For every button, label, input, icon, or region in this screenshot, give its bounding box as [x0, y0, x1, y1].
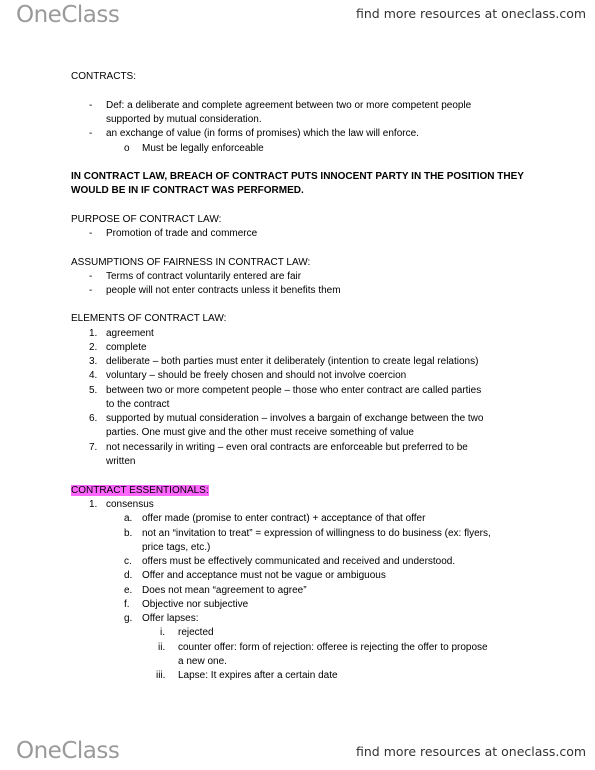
essentials-sub-f-marker: f.: [124, 599, 130, 610]
bold-statement-line-2: WOULD BE IN IF CONTRACT WAS PERFORMED.: [71, 185, 304, 196]
elements-item-7-marker: 7.: [89, 442, 98, 453]
purpose-heading: PURPOSE OF CONTRACT LAW:: [71, 214, 222, 225]
lapse-item-ii-marker: ii.: [158, 642, 166, 653]
lapse-item-ii-line-2: a new one.: [178, 656, 227, 667]
def-item-2-marker: -: [89, 128, 93, 139]
essentials-item-1: consensus: [106, 499, 154, 510]
essentials-sub-d-marker: d.: [124, 570, 133, 581]
elements-item-4: voluntary – should be freely chosen and should not involve coercion: [106, 370, 407, 381]
essentials-sub-b-line-2: price tags, etc.): [142, 542, 211, 553]
def-sub-text: Must be legally enforceable: [142, 143, 264, 154]
assumptions-item-1: Terms of contract voluntarily entered are fair: [106, 271, 302, 282]
essentials-sub-b-line-1: not an “invitation to treat” = expression of willingness to do business (ex: flyers,: [142, 528, 491, 539]
elements-item-5-marker: 5.: [89, 385, 98, 396]
elements-item-1-marker: 1.: [89, 328, 98, 339]
essentials-sub-c-marker: c.: [124, 556, 132, 567]
elements-item-2: complete: [106, 342, 147, 353]
def-item-2-line-1: an exchange of value (in forms of promises) which the law will enforce.: [106, 128, 419, 139]
elements-item-6-line-2: parties. One must give and the other must receive something of value: [106, 427, 414, 438]
essentials-item-1-marker: 1.: [89, 499, 98, 510]
essentials-sub-a-marker: a.: [124, 513, 133, 524]
essentials-sub-e: Does not mean “agreement to agree”: [142, 585, 307, 596]
essentials-sub-f: Objective nor subjective: [142, 599, 249, 610]
essentials-sub-g: Offer lapses:: [142, 613, 199, 624]
purpose-item-1: Promotion of trade and commerce: [106, 228, 258, 239]
bold-statement-line-1: IN CONTRACT LAW, BREACH OF CONTRACT PUTS INNOCENT PARTY IN THE POSITION THEY: [71, 171, 524, 182]
assumptions-heading: ASSUMPTIONS OF FAIRNESS IN CONTRACT LAW:: [71, 257, 311, 268]
footer-logo[interactable]: OneClass: [16, 738, 120, 764]
essentials-sub-b-marker: b.: [124, 528, 133, 539]
header-tagline[interactable]: find more resources at oneclass.com: [356, 6, 587, 21]
header-logo[interactable]: OneClass: [16, 2, 120, 28]
essentials-sub-a: offer made (promise to enter contract) + acceptance of that offer: [142, 513, 426, 524]
elements-item-7-line-2: written: [106, 456, 136, 467]
elements-item-5-line-2: to the contract: [106, 399, 170, 410]
def-item-1-line-1: Def: a deliberate and complete agreement between two or more competent people: [106, 100, 472, 111]
elements-item-1: agreement: [106, 328, 154, 339]
assumptions-item-2-marker: -: [89, 285, 93, 296]
essentials-sub-g-marker: g.: [124, 613, 133, 624]
essentials-sub-e-marker: e.: [124, 585, 133, 596]
lapse-item-iii-marker: iii.: [156, 670, 166, 681]
lapse-item-i-marker: i.: [160, 627, 165, 638]
assumptions-item-2: people will not enter contracts unless it benefits them: [106, 285, 341, 296]
lapse-item-iii: Lapse: It expires after a certain date: [178, 670, 338, 681]
def-item-1-line-2: supported by mutual consideration.: [106, 114, 262, 125]
purpose-item-1-marker: -: [89, 228, 93, 239]
footer-tagline[interactable]: find more resources at oneclass.com: [356, 744, 587, 759]
elements-item-7-line-1: not necessarily in writing – even oral contracts are enforceable but preferred to be: [106, 442, 468, 453]
elements-heading: ELEMENTS OF CONTRACT LAW:: [71, 313, 227, 324]
elements-item-5-line-1: between two or more competent people – those who enter contract are called parties: [106, 385, 482, 396]
def-sub-marker: o: [124, 143, 130, 154]
elements-item-6-line-1: supported by mutual consideration – involves a bargain of exchange between the two: [106, 413, 484, 424]
doc-title: CONTRACTS:: [71, 71, 136, 82]
assumptions-item-1-marker: -: [89, 271, 93, 282]
essentials-heading: CONTRACT ESSENTIONALS:: [71, 485, 209, 496]
elements-item-3-marker: 3.: [89, 356, 98, 367]
essentials-sub-c: offers must be effectively communicated and received and understood.: [142, 556, 456, 567]
lapse-item-ii-line-1: counter offer: form of rejection: offeree is rejecting the offer to propose: [178, 642, 488, 653]
elements-item-4-marker: 4.: [89, 370, 98, 381]
def-item-1-marker: -: [89, 100, 93, 111]
elements-item-2-marker: 2.: [89, 342, 98, 353]
essentials-sub-d: Offer and acceptance must not be vague or ambiguous: [142, 570, 386, 581]
elements-item-6-marker: 6.: [89, 413, 98, 424]
lapse-item-i: rejected: [178, 627, 214, 638]
elements-item-3: deliberate – both parties must enter it deliberately (intention to create legal relations): [106, 356, 479, 367]
